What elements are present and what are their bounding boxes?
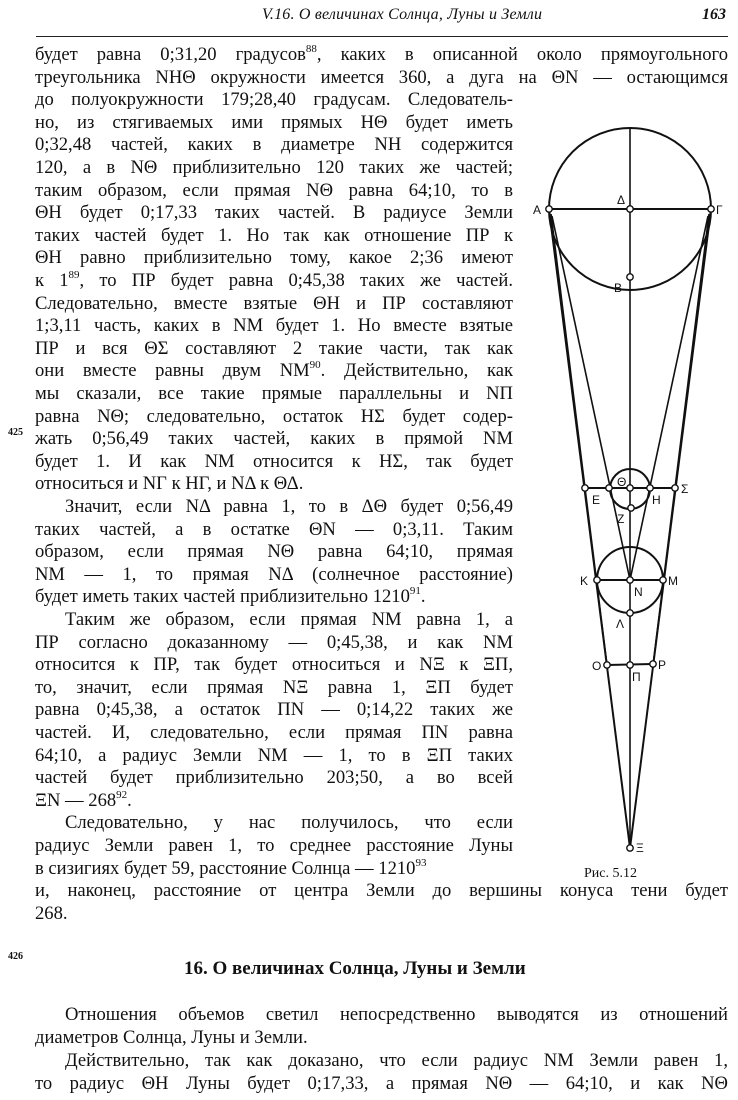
text-line	[35, 67, 728, 89]
point-P	[650, 661, 656, 667]
text-line	[35, 790, 513, 812]
text-line	[35, 473, 513, 495]
point-Xi	[627, 845, 633, 851]
label-E: E	[592, 493, 601, 507]
point-Lambda	[627, 610, 633, 616]
text-line	[35, 428, 513, 450]
margin-number-426: 426	[8, 951, 23, 962]
line-text: радиус Земли равен 1, то среднее расстояние Луны	[35, 835, 513, 856]
point-Pi	[627, 662, 633, 668]
text-line	[35, 157, 513, 179]
line-text: таким образом, если прямая NΘ равна 64;10, то в	[35, 179, 513, 201]
text-line	[35, 1027, 728, 1049]
footnote-ref[interactable]: 92	[116, 788, 128, 801]
line-text: Таким же образом, если прямая NM равна 1, а	[65, 609, 513, 630]
point-K	[594, 577, 600, 583]
line-text-after: , то ΠΡ будет равна 0;45,38 таких же частей.	[79, 270, 513, 291]
label-Pi: Π	[632, 670, 641, 684]
section-title: 16. О величинах Солнца, Луны и Земли	[184, 958, 526, 979]
line-text: образом, если прямая NΘ равна 64;10, прямая	[35, 541, 513, 563]
line-text: то радиус ΘH Луны будет 0;17,33, а прямая NΘ — 64;10, и как NΘ	[35, 1072, 728, 1094]
text-line	[65, 1004, 728, 1026]
text-line	[35, 315, 513, 337]
text-line	[65, 812, 513, 834]
line-text: таких частей будет 1. Но так как отношение ΠΡ к	[35, 224, 513, 246]
line-text: 64;10, а радиус Земли NM — 1, то в ΞΠ таких	[35, 744, 513, 766]
line-text: 1;3,11 часть, каких в NM будет 1. Но вместе взятые	[35, 315, 513, 337]
line-text: будет 1. И как NM относится к HΣ, так будет	[35, 450, 513, 472]
header-rule	[36, 36, 728, 37]
text-line	[35, 541, 513, 563]
text-line	[35, 406, 513, 428]
text-line	[35, 880, 728, 902]
footnote-ref[interactable]: 90	[309, 359, 321, 372]
text-line	[35, 519, 513, 541]
line-text: треугольника NHΘ окружности имеется 360, а дуга на ΘN — остающимся	[35, 66, 728, 88]
point-H	[647, 485, 653, 491]
text-line	[35, 586, 513, 608]
point-O	[604, 662, 610, 668]
text-line	[35, 202, 513, 224]
text-line	[35, 767, 513, 789]
text-line	[35, 44, 728, 66]
point-A	[546, 206, 552, 212]
line-text: и, наконец, расстояние от центра Земли до вершины конуса тени будет	[35, 880, 728, 902]
line-text: то, значит, если прямая NΞ равна 1, ΞΠ будет	[35, 676, 513, 698]
point-N	[627, 577, 633, 583]
line-text: Следовательно, у нас получилось, что если	[65, 812, 513, 834]
page-number: 163	[702, 6, 726, 23]
line-text: 120, а в NΘ приблизительно 120 таких же частей;	[35, 157, 513, 178]
line-text: Действительно, так как доказано, что если радиус NM Земли равен 1,	[65, 1050, 728, 1072]
text-line	[35, 180, 513, 202]
line-text: диаметров Солнца, Луны и Земли.	[35, 1026, 308, 1048]
line-text: в сизигиях будет 59, расстояние Солнца — 1210	[35, 857, 416, 879]
line-text: ΘH равно приблизительно тому, какое 2;36 имеют	[35, 247, 513, 269]
text-line	[35, 134, 513, 156]
text-line	[65, 609, 513, 631]
point-Sigma	[672, 485, 678, 491]
line-Gamma-P	[653, 214, 709, 665]
text-line	[35, 722, 513, 744]
text-line	[65, 496, 513, 518]
line-text: будет иметь таких частей приблизительно 1210	[35, 586, 410, 608]
text-line	[35, 858, 513, 880]
footnote-ref[interactable]: 88	[305, 43, 317, 55]
text-line	[35, 89, 513, 111]
line-text: равна NΘ; следовательно, остаток HΣ будет содер-	[35, 405, 513, 427]
point-M	[660, 577, 666, 583]
line-text: равна 0;45,38, а остаток ΠN — 0;14,22 таких же	[35, 699, 513, 721]
point-Delta	[627, 206, 633, 212]
label-N: N	[634, 585, 643, 599]
text-line	[35, 564, 513, 586]
point-Gamma	[708, 206, 714, 212]
text-line	[35, 338, 513, 360]
line-text-after: .	[420, 586, 426, 608]
point-B	[627, 274, 633, 280]
label-Xi: Ξ	[636, 841, 644, 855]
label-A: A	[533, 203, 542, 217]
text-line	[35, 247, 513, 269]
line-text: ΠΡ и вся ΘΣ составляют 2 такие части, так как	[35, 337, 513, 359]
line-text: 268.	[35, 902, 68, 924]
line-text: ΞN — 268	[35, 789, 117, 811]
label-O: O	[592, 659, 602, 673]
footnote-ref[interactable]: 93	[415, 856, 427, 869]
text-line	[65, 1050, 728, 1072]
text-line	[35, 383, 513, 405]
line-text: Значит, если NΔ равна 1, то в ΔΘ будет 0;56,49	[65, 496, 513, 517]
point-E	[606, 485, 612, 491]
figure-caption: Рис. 5.12	[584, 866, 637, 881]
text-line	[35, 632, 513, 654]
label-B: B	[614, 281, 623, 295]
text-line	[35, 1073, 728, 1095]
line-text: они вместе равны двум NM	[35, 360, 310, 382]
text-line	[35, 112, 513, 134]
text-line	[35, 835, 513, 857]
text-line	[35, 699, 513, 721]
point-Z	[628, 505, 634, 511]
line-text: частей будет приблизительно 203;50, а во всей	[35, 767, 513, 789]
label-P: P	[658, 658, 667, 672]
line-text: относиться и NΓ к HΓ, и NΔ к ΘΔ.	[35, 473, 304, 495]
line-text: ΘH будет 0;17,33 таких частей. В радиусе Земли	[35, 202, 513, 224]
text-line	[35, 451, 513, 473]
line-text-after: .	[127, 789, 132, 811]
text-line	[35, 745, 513, 767]
label-Delta: Δ	[617, 193, 626, 207]
line-text: но, из стягиваемых ими прямых HΘ будет иметь	[35, 111, 513, 133]
line-text: частей. И, следовательно, если прямая ΠN равна	[35, 722, 513, 743]
line-text: 0;32,48 частей, каких в диаметре NH содержится	[35, 134, 513, 156]
text-line	[35, 677, 513, 699]
footnote-ref[interactable]: 89	[68, 269, 80, 281]
text-line	[35, 360, 513, 382]
line-text: мы сказали, все такие прямые параллельны и NΠ	[35, 383, 513, 404]
line-text: жать 0;56,49 таких частей, каких в прямой NM	[35, 428, 513, 450]
footnote-ref[interactable]: 91	[409, 585, 421, 598]
line-Gamma-N	[630, 216, 708, 580]
running-head-title: V.16. О величинах Солнца, Луны и Земли	[262, 6, 543, 23]
text-line	[35, 654, 513, 676]
line-text: относится к ΠΡ, так будет относиться и NΞ к ΞΠ,	[35, 654, 513, 676]
line-text: до полуокружности 179;28,40 градусам. Следователь-	[35, 89, 513, 111]
line-text-after: . Действительно, как	[320, 360, 513, 382]
text-line	[35, 225, 513, 247]
label-Z: Z	[617, 512, 625, 526]
label-Lambda: Λ	[616, 617, 625, 631]
label-H: H	[652, 493, 661, 507]
line-text: NM — 1, то прямая NΔ (солнечное расстояние)	[35, 563, 513, 585]
running-head	[0, 2, 738, 32]
line-text: будет равна 0;31,20 градусов	[35, 44, 306, 65]
line-text: ΠΡ согласно доказанному — 0;45,38, и как NM	[35, 631, 513, 653]
label-K: K	[580, 574, 589, 588]
line-text: Отношения объемов светил непосредственно выводятся из отношений	[65, 1004, 728, 1025]
point-Theta	[627, 485, 633, 491]
line-text: к 1	[35, 270, 69, 291]
figure-5-12	[530, 100, 730, 860]
label-M: M	[668, 574, 678, 588]
margin-number-425: 425	[8, 427, 23, 438]
line-A-O	[551, 214, 607, 665]
point-outer-left	[582, 485, 588, 491]
line-text: таких частей, а в остатке ΘN — 0;3,11. Таким	[35, 518, 513, 540]
text-line	[35, 903, 728, 925]
line-text: Следовательно, вместе взятые ΘH и ΠΡ составляют	[35, 292, 513, 314]
label-Sigma: Σ	[681, 482, 689, 496]
text-line	[35, 270, 513, 292]
line-text-after: , каких в описанной около прямоугольного	[316, 44, 728, 65]
label-Theta: Θ	[617, 475, 627, 489]
label-Gamma: Γ	[716, 203, 723, 217]
text-line	[35, 293, 513, 315]
